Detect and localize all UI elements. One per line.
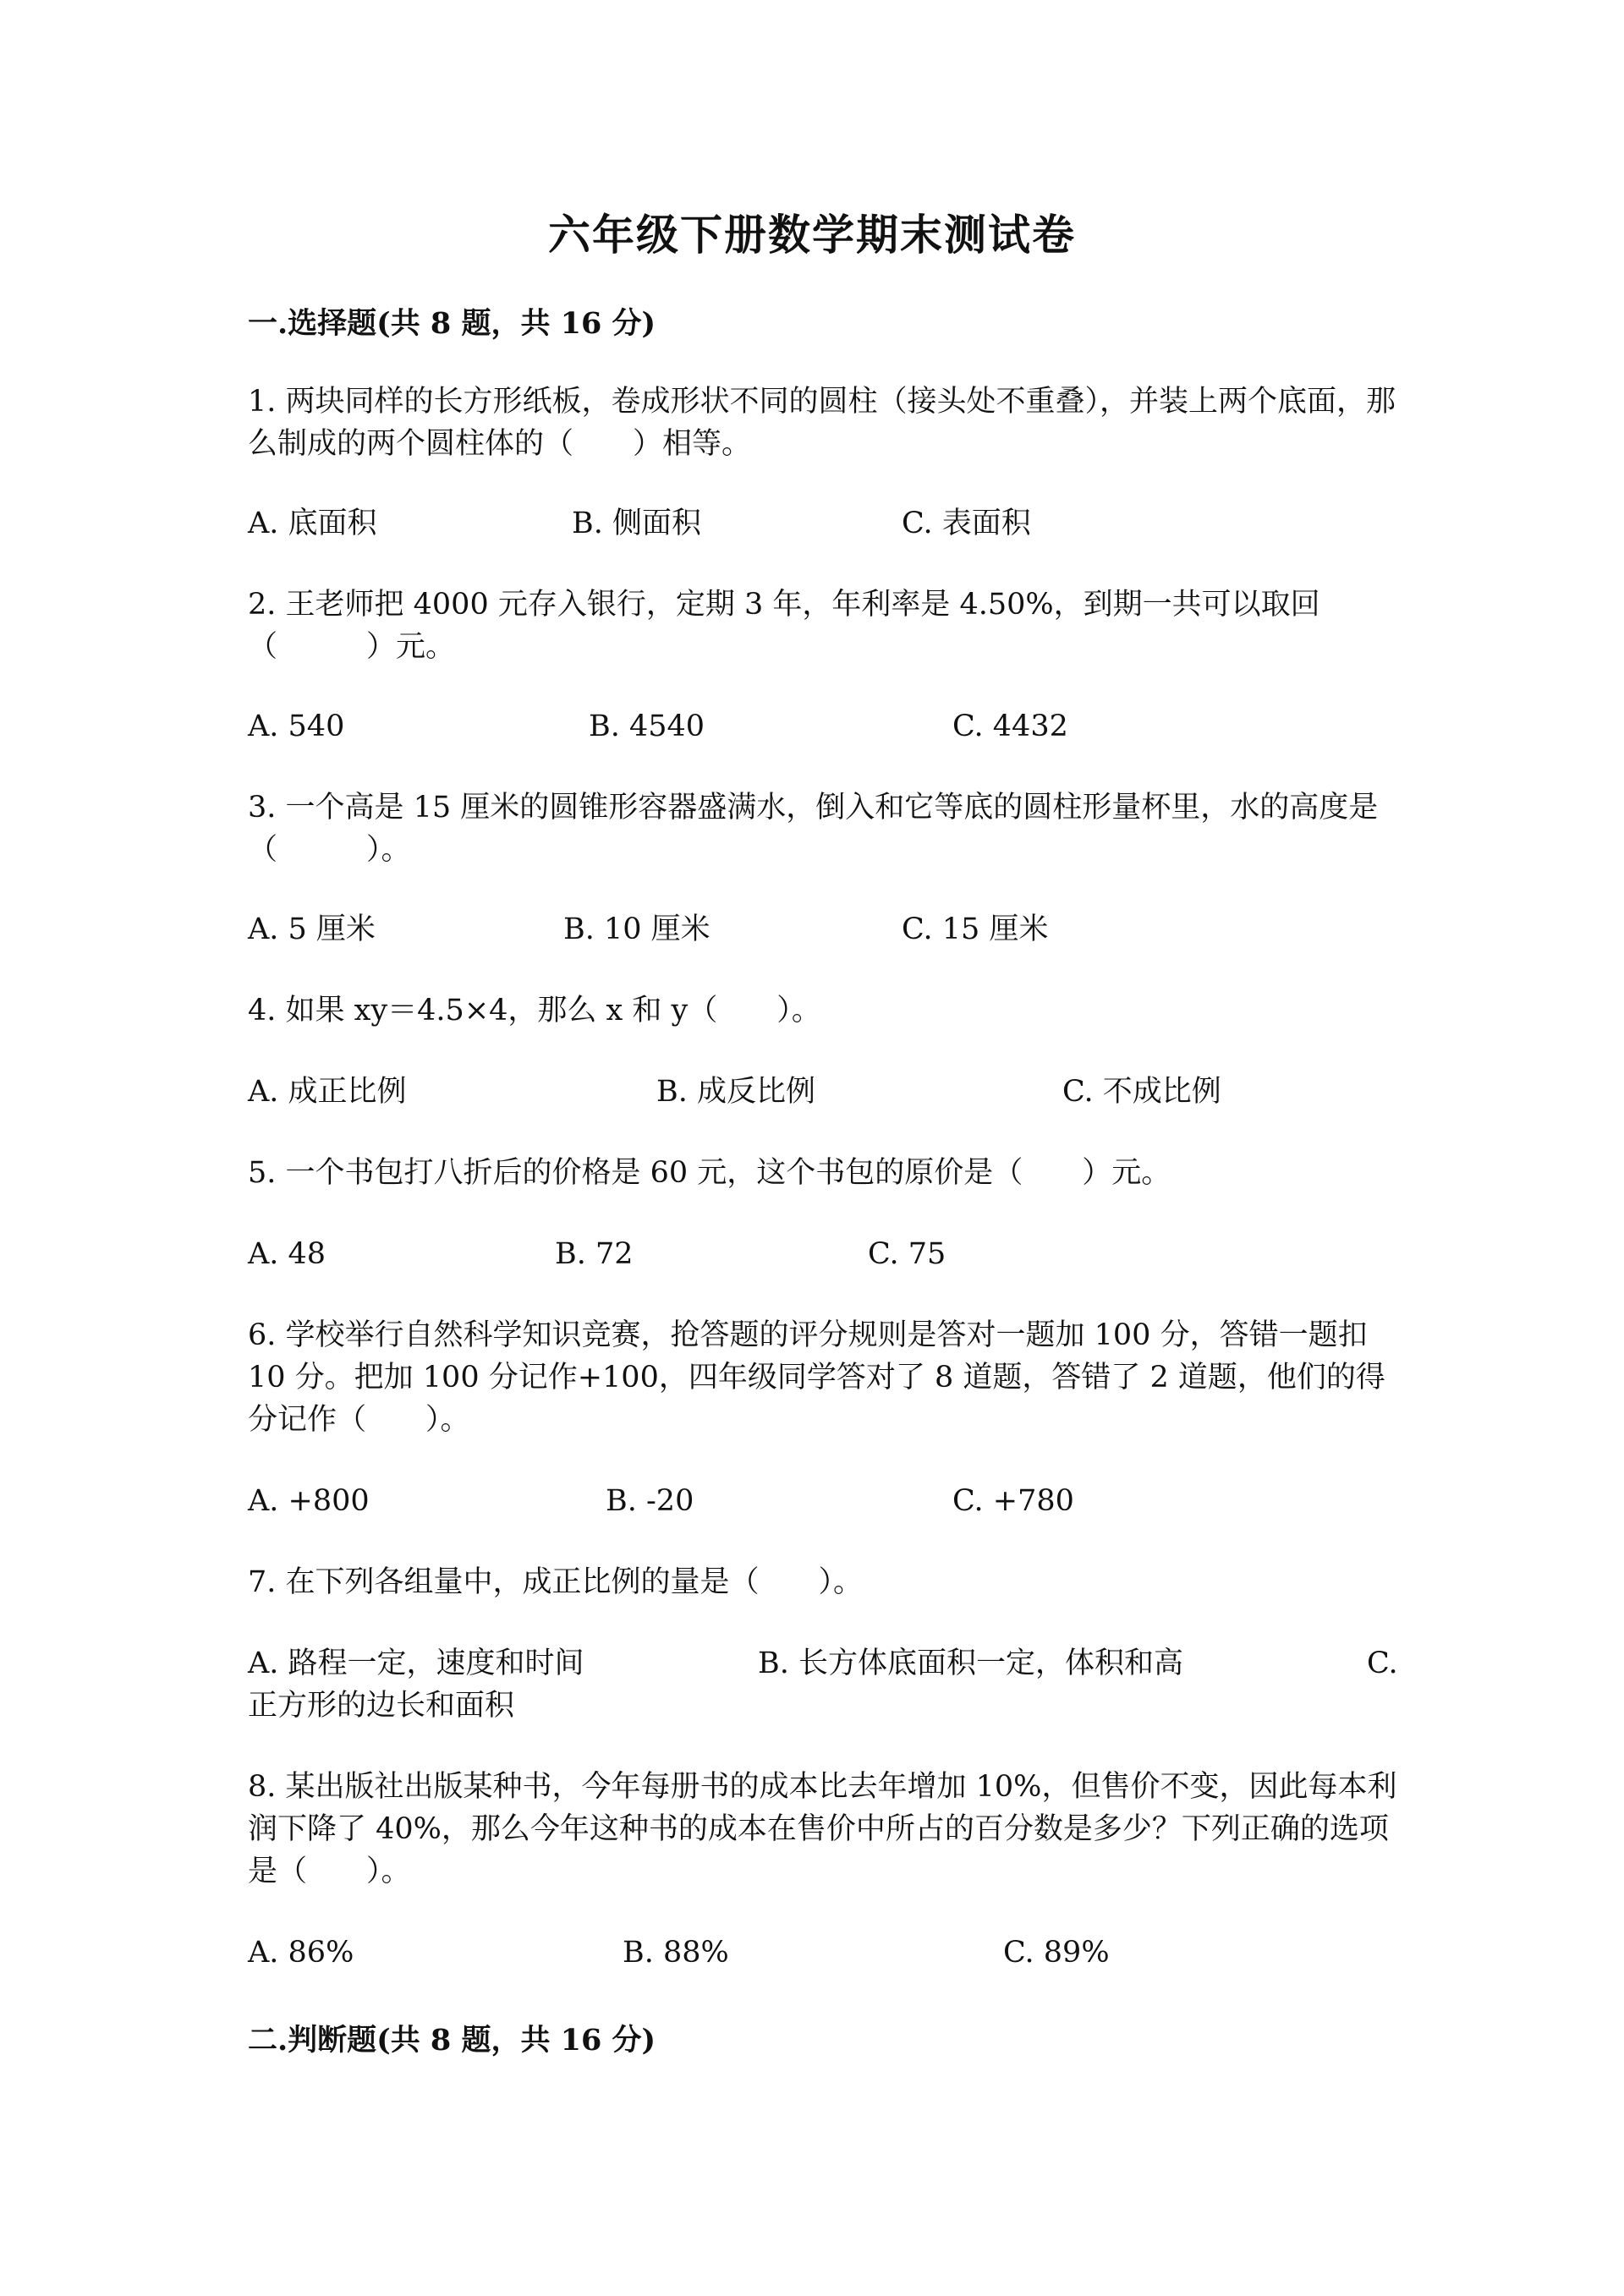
option-c[interactable]: C. 4432 <box>952 710 1068 743</box>
section-heading-true-false: 二.判断题(共 8 题，共 16 分) <box>248 2023 656 2058</box>
question-2: 2. 王老师把 4000 元存入银行，定期 3 年，年利率是 4.50%，到期一共可以取回（ ）元。 <box>248 588 1320 664</box>
option-b[interactable]: B. -20 <box>606 1484 694 1518</box>
question-4-options <box>248 1071 1398 1113</box>
question-5-options <box>248 1233 1398 1275</box>
option-a[interactable]: A. +800 <box>248 1484 370 1518</box>
question-7-options <box>248 1642 1398 1727</box>
option-b[interactable]: B. 88% <box>623 1936 729 1970</box>
question-8: 8. 某出版社出版某种书，今年每册书的成本比去年增加 10%，但售价不变，因此每本利润下降了 40%，那么今年这种书的成本在售价中所占的百分数是多少？下列正确的选项是（ ）。 <box>248 1770 1397 1888</box>
question-2-options <box>248 705 1398 748</box>
question-6: 6. 学校举行自然科学知识竞赛，抢答题的评分规则是答对一题加 100 分，答错一题扣 10 分。把加 100 分记作+100，四年级同学答对了 8 道题，答错了 2 道题，他们的得分记作（ ）。 <box>248 1318 1385 1437</box>
option-b[interactable]: B. 72 <box>555 1237 634 1271</box>
question-7: 7. 在下列各组量中，成正比例的量是（ ）。 <box>248 1565 864 1599</box>
question-8-options <box>248 1932 1398 1974</box>
option-c[interactable]: C. 15 厘米 <box>902 912 1049 946</box>
option-c[interactable]: C. +780 <box>952 1484 1074 1518</box>
question-5: 5. 一个书包打八折后的价格是 60 元，这个书包的原价是（ ）元。 <box>248 1156 1171 1190</box>
page-title: 六年级下册数学期末测试卷 <box>548 210 1076 260</box>
option-a[interactable]: A. 86% <box>248 1936 354 1970</box>
section-heading-multiple-choice: 一.选择题(共 8 题，共 16 分) <box>248 306 656 341</box>
question-1: 1. 两块同样的长方形纸板，卷成形状不同的圆柱（接头处不重叠），并装上两个底面，那么制成的两个圆柱体的（ ）相等。 <box>248 385 1396 461</box>
question-1-options <box>248 502 1398 545</box>
question-3: 3. 一个高是 15 厘米的圆锥形容器盛满水，倒入和它等底的圆柱形量杯里，水的高度是（ ）。 <box>248 791 1379 867</box>
option-b[interactable]: B. 长方体底面积一定，体积和高 <box>758 1647 1183 1680</box>
option-b[interactable]: B. 侧面积 <box>572 507 701 540</box>
option-c[interactable]: C. <box>1367 1647 1398 1680</box>
question-4: 4. 如果 xy＝4.5×4，那么 x 和 y（ ）。 <box>248 994 821 1027</box>
option-a[interactable]: A. 5 厘米 <box>248 912 376 946</box>
question-3-options <box>248 908 1398 951</box>
question-6-options <box>248 1480 1398 1522</box>
option-c[interactable]: C. 75 <box>868 1237 946 1271</box>
option-a[interactable]: A. 540 <box>248 710 345 743</box>
option-a[interactable]: A. 48 <box>248 1237 326 1271</box>
option-c-text[interactable]: 正方形的边长和面积 <box>248 1689 515 1723</box>
option-a[interactable]: A. 路程一定，速度和时间 <box>248 1647 584 1680</box>
option-b[interactable]: B. 4540 <box>589 710 705 743</box>
option-a[interactable]: A. 成正比例 <box>248 1075 407 1109</box>
option-b[interactable]: B. 成反比例 <box>656 1075 815 1109</box>
option-a[interactable]: A. 底面积 <box>248 507 377 540</box>
option-c[interactable]: C. 不成比例 <box>1062 1075 1221 1109</box>
option-b[interactable]: B. 10 厘米 <box>563 912 710 946</box>
option-c[interactable]: C. 表面积 <box>902 507 1031 540</box>
option-c[interactable]: C. 89% <box>1003 1936 1110 1970</box>
